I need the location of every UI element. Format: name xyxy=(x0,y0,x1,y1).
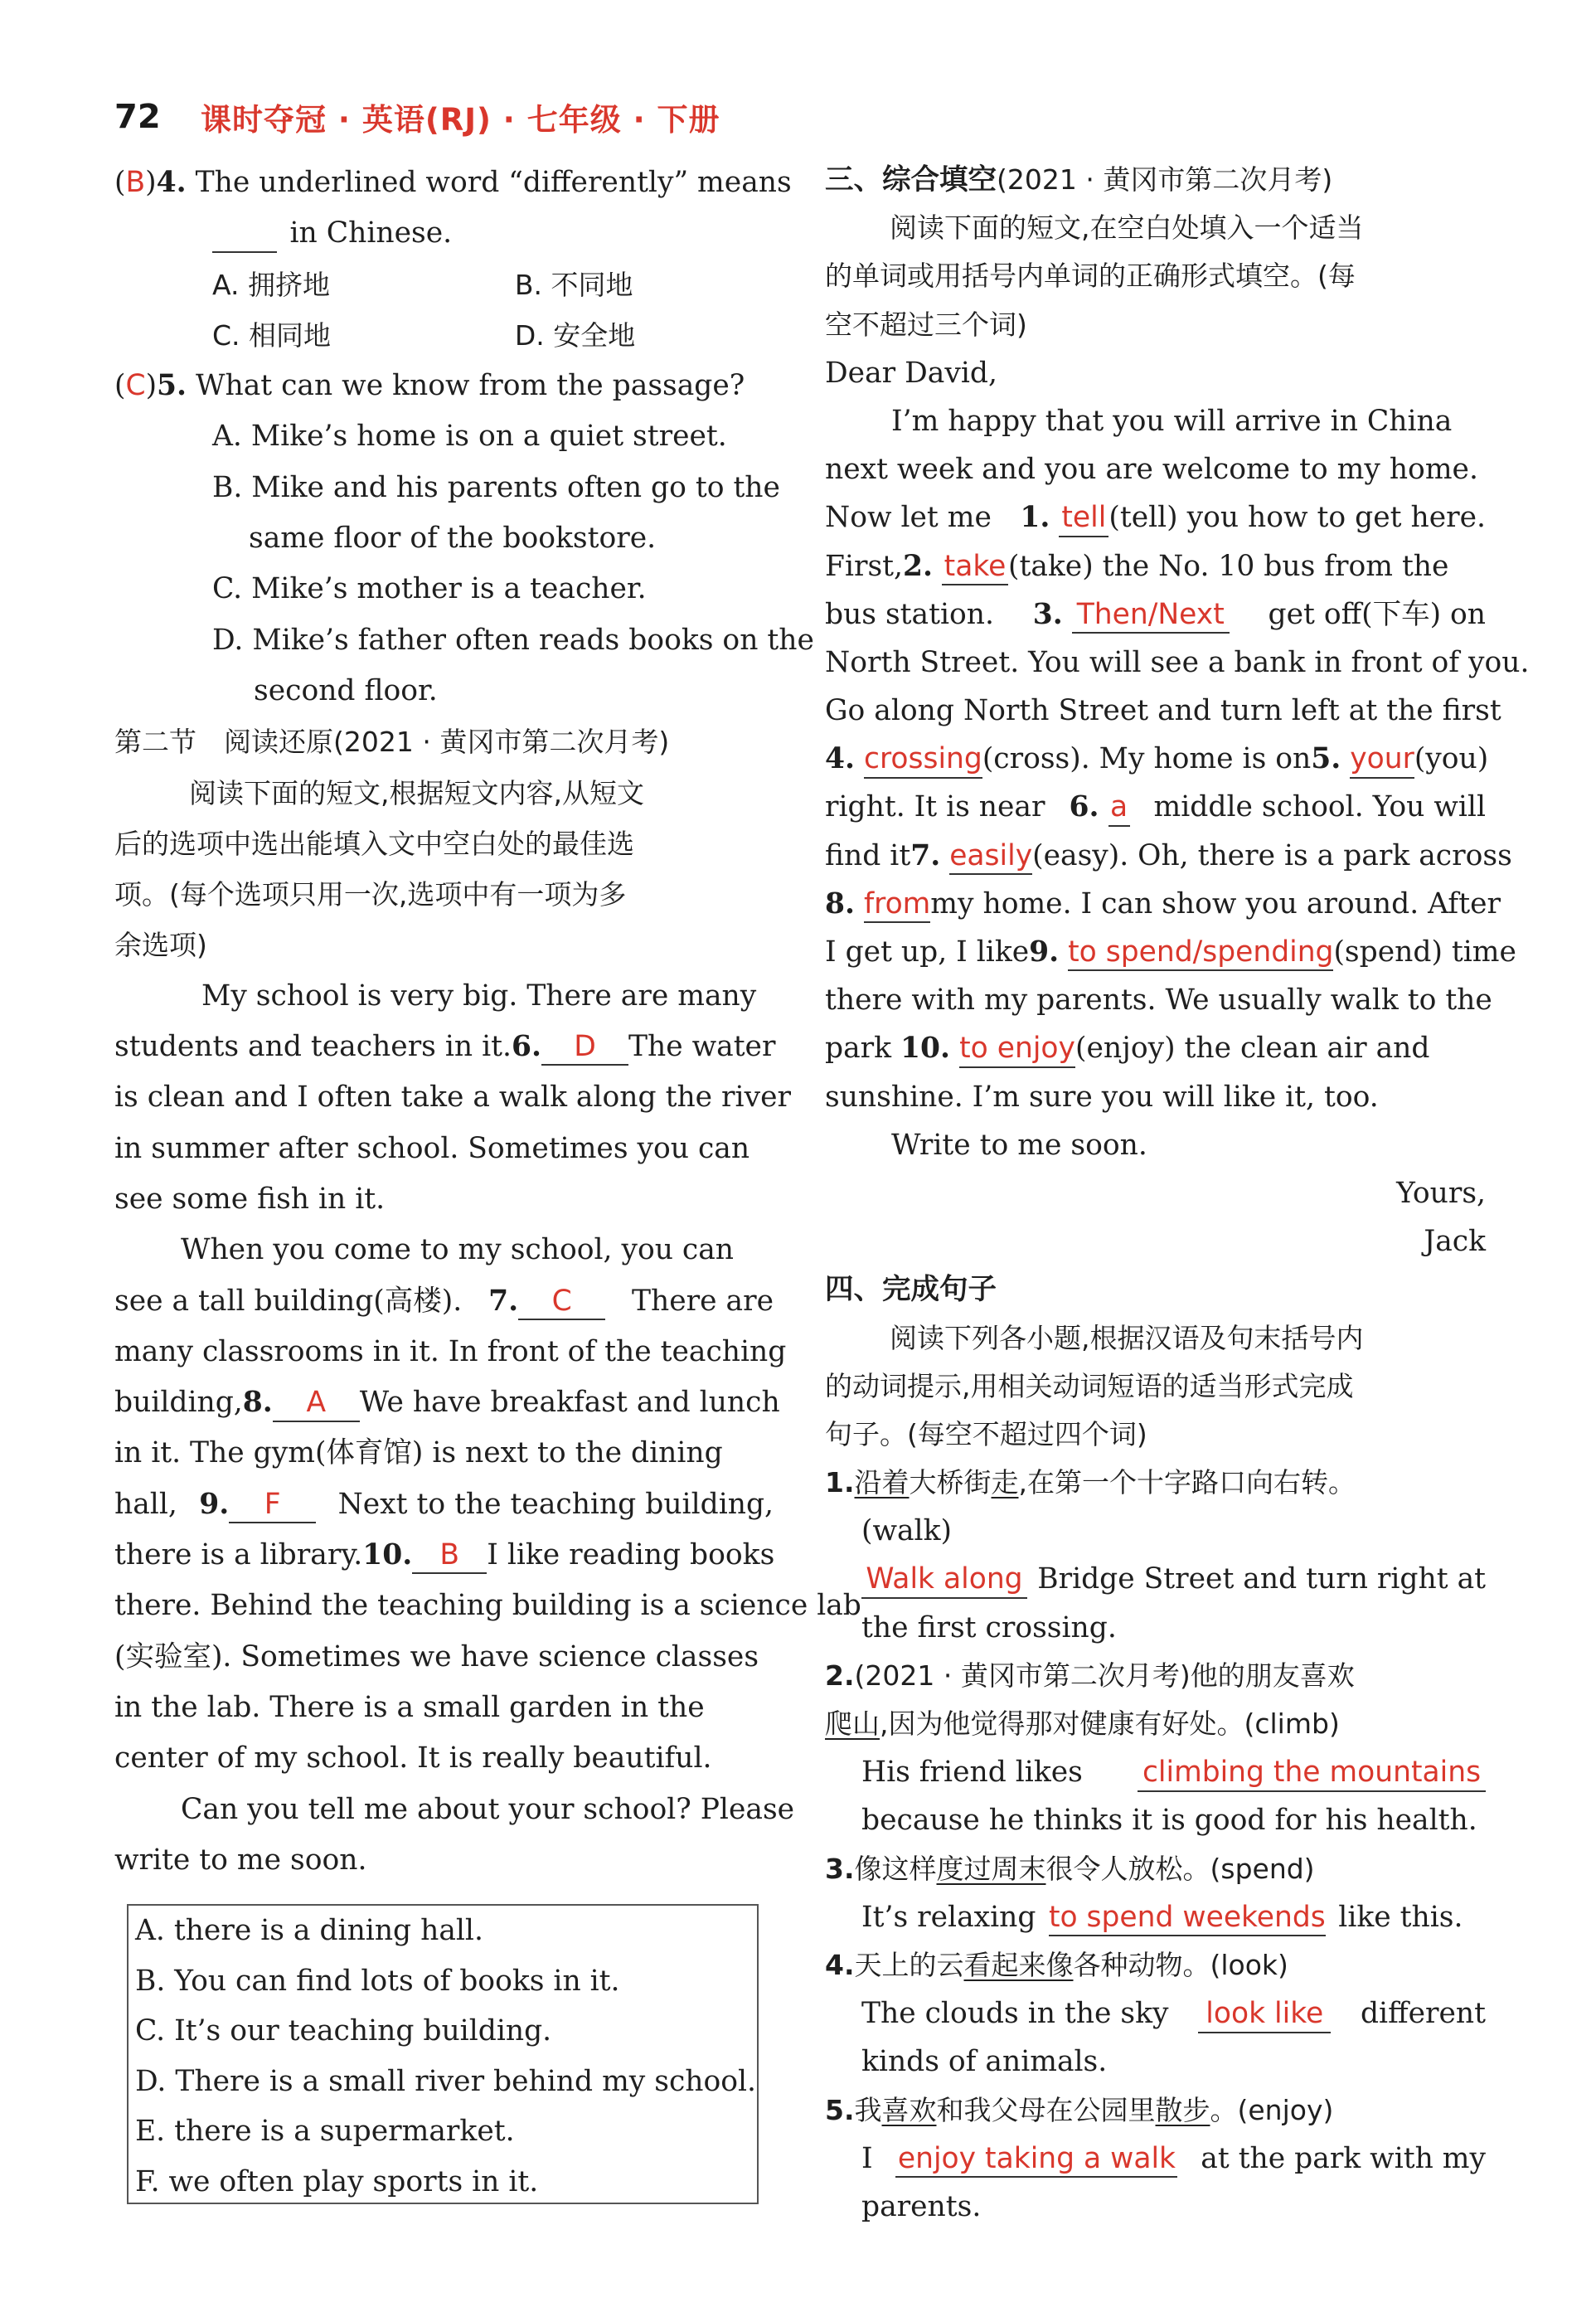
sentence-item-3: 3.像这样度过周末很令人放松。(spend) xyxy=(825,1852,1315,1885)
option-5d: D. Mike’s father often reads books on the xyxy=(212,623,814,657)
fill-blank-1: tell xyxy=(1059,501,1108,537)
page-number: 72 xyxy=(114,98,161,136)
fill-blank-7: easily xyxy=(949,839,1032,875)
blank-8: A xyxy=(273,1386,360,1421)
fill-blank-9: to spend/spending xyxy=(1068,935,1333,971)
fill-blank-6: a xyxy=(1108,790,1130,826)
option-5c: C. Mike’s mother is a teacher. xyxy=(212,572,647,606)
sentence-item-1: 1.沿着大桥街走,在第一个十字路口向右转。 xyxy=(825,1466,1356,1499)
sentence-item-2: 2.(2021 · 黄冈市第二次月考)他的朋友喜欢 xyxy=(825,1659,1355,1692)
left-column: (B)4. The underlined word “differently” means in Chinese. A. 拥挤地 B. 不同地 C. 相同地 D. 安全地 (C)5. What can we know from the passage? A. Mike’s home is on a quiet street. B. Mike and his parents often go to the same floor of the bookstore. C. Mike’s mother is a teacher. D. Mike’s father often reads books on the second floor. 第二节 阅读还原(2021 · 黄冈市第二次月考) 阅读下面的短文,根据短文内容,从短文 后的选项中选出能填入文中空白处的最佳选 项。(每个选项只用一次,选项中有一项为多 余选项) My school is very big. There are many students and teachers in it. 6. D The water is clean and I often take a walk along the river in summer after school. Sometimes you can see some fish in it. When you come to my school, you can see a tall building(高楼). 7. C There are many classrooms in it. In front of the teaching building, 8. A We have breakfast and lunch in it. The gym(体育馆) is next to the dining hall, 9. F Next to the teaching building, there is a library. 10. B I like reading books there. Behind the teaching building is a science lab (实验室). Sometimes we have science classes in the lab. There is a small garden in the center of my school. It is really beautiful. Can you tell me about your school? Please write to me soon. xyxy=(114,158,774,1886)
blank-7: C xyxy=(518,1285,605,1320)
option-4b: B. 不同地 xyxy=(514,268,633,301)
section-4-instructions: 阅读下列各小题,根据汉语及句末括号内 xyxy=(890,1321,1364,1354)
option-c: C. It’s our teaching building. xyxy=(135,2014,552,2047)
sentence-blank-3: to spend weekends xyxy=(1049,1901,1326,1936)
right-column: 三、综合填空(2021 · 黄冈市第二次月考) 阅读下面的短文,在空白处填入一个适当 的单词或用括号内单词的正确形式填空。(每 空不超过三个词) Dear David, I’m happy that you will arrive in China next week and you are welcome to my home. Now let me 1. tell(tell) you how to get here. First,2. take(take) the No. 10 bus from the bus station. 3. Then/Next get off(下车) on North Street. You will see a bank in front of you. Go along North Street and turn left at the first 4. crossing(cross). My home is on 5. your(you) right. It is near 6. a middle school. You will find it 7. easily(easy). Oh, there is a park across 8. from my home. I can show you around. After I get up, I like 9. to spend/spending(spend) time there with my parents. We usually walk to the park 10. to enjoy(enjoy) the clean air and sunshine. I’m sure you will like it, too. Write to me soon. Yours, Jack 四、完成句子 阅读下列各小题,根据汉语及句末括号内 的动词提示,用相关动词短语的适当形式完成 句子。(每空不超过四个词) 1.沿着大桥街走,在第一个十字路口向右转。 (walk) Walk along Bridge Street and turn right at the first crossing. 2.(2021 · 黄冈市第二次月考)他的朋友喜欢 爬山,因为他觉得那对健康有好处。(climb) His friend likes climbing the mountains because he thinks it is good for his health. 3.像这样度过周末很令人放松。(spend) It’s relaxing to spend weekends like this. 4.天上的云看起来像各种动物。(look) The clouds in the sky look like different kinds of animals. 5.我喜欢和我父母在公园里散步。(enjoy) I enjoy taking a walk at the park with my parents. xyxy=(825,163,1530,2223)
blank-q4 xyxy=(212,216,277,252)
section-3-instructions: 阅读下面的短文,在空白处填入一个适当 xyxy=(890,211,1364,245)
blank-9: F xyxy=(229,1488,316,1523)
option-a: A. there is a dining hall. xyxy=(135,1914,483,1947)
option-4d: D. 安全地 xyxy=(514,318,636,352)
sentence-item-4: 4.天上的云看起来像各种动物。(look) xyxy=(825,1948,1288,1981)
sentence-blank-1: Walk along xyxy=(861,1562,1027,1598)
fill-blank-4: crossing xyxy=(864,742,982,778)
passage-paragraph-3: Can you tell me about your school? Please xyxy=(181,1792,795,1826)
section-3-heading: 三、综合填空 xyxy=(825,163,997,197)
book-title: 课时夺冠 · 英语(RJ) · 七年级 · 下册 xyxy=(201,102,720,138)
passage-paragraph-1: My school is very big. There are many xyxy=(201,979,757,1013)
option-5a: A. Mike’s home is on a quiet street. xyxy=(212,420,727,454)
passage-paragraph-2: When you come to my school, you can xyxy=(181,1233,735,1267)
fill-blank-10: to enjoy xyxy=(959,1032,1075,1067)
option-f: F. we often play sports in it. xyxy=(135,2164,539,2198)
letter-signature: Jack xyxy=(1424,1225,1486,1259)
option-4c: C. 相同地 xyxy=(212,318,332,352)
question-5: (C)5. What can we know from the passage? xyxy=(114,369,745,403)
sentence-blank-2: climbing the mountains xyxy=(1138,1756,1486,1791)
sentence-item-5: 5.我喜欢和我父母在公园里散步。(enjoy) xyxy=(825,2093,1334,2126)
answer-q5: C xyxy=(125,369,146,403)
blank-6: D xyxy=(541,1030,628,1066)
letter-greeting: Dear David, xyxy=(825,356,997,390)
section-4-heading: 四、完成句子 xyxy=(825,1273,997,1307)
fill-blank-3: Then/Next xyxy=(1072,598,1230,634)
option-4a: A. 拥挤地 xyxy=(212,268,330,301)
option-5b: B. Mike and his parents often go to the xyxy=(212,470,780,504)
sentence-blank-5: enjoy taking a walk xyxy=(895,2142,1177,2178)
option-b: B. You can find lots of books in it. xyxy=(135,1964,620,1998)
section-2-instructions: 阅读下面的短文,根据短文内容,从短文 xyxy=(189,776,644,809)
letter-closing: Yours, xyxy=(1396,1176,1486,1210)
options-box xyxy=(127,1904,759,2204)
fill-blank-2: take xyxy=(942,550,1008,585)
fill-blank-8: from xyxy=(864,887,930,923)
section-2-heading: 第二节 阅读还原(2021 · 黄冈市第二次月考) xyxy=(114,726,670,759)
sentence-blank-4: look like xyxy=(1198,1997,1331,2033)
option-e: E. there is a supermarket. xyxy=(135,2115,515,2148)
fill-blank-5: your xyxy=(1350,742,1414,778)
answer-q4: B xyxy=(125,166,146,199)
question-4: (B)4. The underlined word “differently” means xyxy=(114,166,792,199)
option-d: D. There is a small river behind my school. xyxy=(135,2064,757,2098)
blank-10: B xyxy=(412,1538,487,1574)
